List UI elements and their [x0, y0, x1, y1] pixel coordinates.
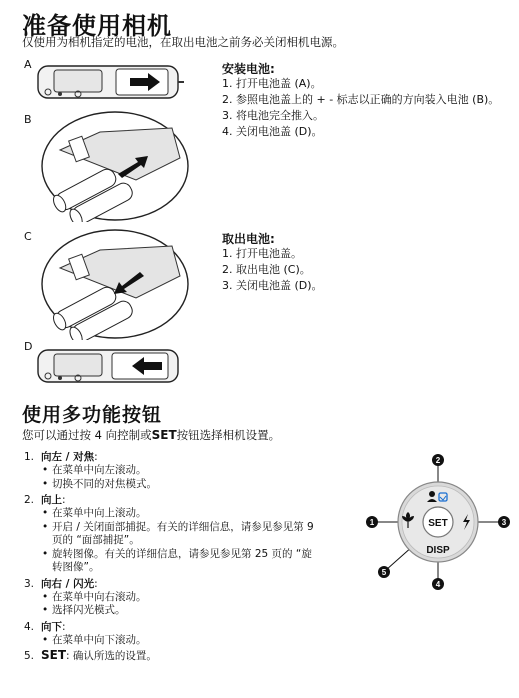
item-colon: : [62, 620, 66, 633]
list-item: • 在菜单中向右滚动。 [42, 591, 364, 605]
install-step: 4. 关闭电池盖 (D)。 [222, 125, 323, 138]
figure-a-camera-open-cover [36, 60, 186, 106]
intro-text-suffix: 按钮选择相机设置。 [176, 428, 281, 442]
list-item: • 在菜单中向左滚动。 [42, 464, 364, 478]
function-list [24, 449, 364, 664]
list-item: • 选择闪光模式。 [42, 604, 364, 618]
function-item-left-focus [24, 449, 364, 491]
figure-d-close-cover [36, 344, 186, 390]
callout-3: 3 [501, 518, 507, 527]
set-button[interactable]: SET [428, 518, 448, 529]
item-title: 向上 [41, 494, 62, 506]
item-number: 2. [24, 494, 35, 506]
item-title: 向左 / 对焦 [41, 451, 95, 463]
figure-label-a: A [24, 58, 32, 71]
callout-2: 2 [435, 456, 441, 465]
install-step: 1. 打开电池盖 (A)。 [222, 77, 322, 90]
list-item: • 旋转图像。有关的详细信息，请参见参见第 25 页的 “旋 [42, 548, 364, 562]
item-colon: : [94, 451, 98, 463]
item-number: 1. [24, 451, 35, 463]
install-step: 3. 将电池完全推入。 [222, 109, 324, 122]
figure-label-b: B [24, 113, 32, 126]
item-colon: : [94, 577, 98, 590]
remove-steps [222, 246, 323, 294]
item-number: 3. [24, 577, 35, 590]
callout-1: 1 [369, 518, 375, 527]
section-title-multifunction: 使用多功能按钮 [22, 404, 163, 426]
function-item-right-flash [24, 576, 364, 618]
item-title: 向右 / 闪光 [41, 577, 95, 590]
list-item: • 开启 / 关闭面部捕捉。有关的详细信息，请参见参见第 9 [42, 521, 364, 535]
install-title: 安装电池: [222, 62, 275, 76]
item-title: 向下 [41, 620, 62, 633]
item-number: 5. [24, 650, 35, 662]
remove-step: 2. 取出电池 (C)。 [222, 263, 311, 276]
remove-title: 取出电池: [222, 232, 275, 246]
item-colon: : [62, 494, 66, 506]
list-item: • 在菜单中向下滚动。 [42, 634, 364, 648]
figure-label-d: D [24, 340, 33, 353]
remove-step: 3. 关闭电池盖 (D)。 [222, 279, 323, 292]
install-step: 2. 参照电池盖上的 + - 标志以正确的方向装入电池 (B)。 [222, 93, 500, 106]
list-item-continuation: 页的 “面部捕捉”。 [52, 534, 140, 546]
callout-5: 5 [381, 568, 387, 577]
list-item-continuation: 转图像”。 [52, 561, 100, 573]
function-item-set [24, 648, 364, 663]
figure-b-insert-batteries [40, 110, 190, 222]
figure-c-remove-batteries [40, 228, 190, 340]
remove-step: 1. 打开电池盖。 [222, 247, 302, 260]
item-title: SET [41, 648, 67, 662]
intro-set-label: SET [151, 428, 177, 442]
figure-label-c: C [24, 230, 32, 243]
section-intro [22, 427, 280, 443]
callout-4: 4 [435, 580, 441, 589]
multifunction-dial [364, 452, 514, 592]
install-steps [222, 76, 499, 140]
page-title: 准备使用相机 [22, 12, 172, 40]
intro-text-prefix: 您可以通过按 4 向控制或 [22, 428, 152, 442]
list-item: • 在菜单中向上滚动。 [42, 507, 364, 521]
function-item-down [24, 619, 364, 648]
page-subtitle: 仅使用为相机指定的电池，在取出电池之前务必关闭相机电源。 [22, 35, 344, 49]
list-item: • 切换不同的对焦模式。 [42, 478, 364, 492]
disp-button[interactable]: DISP [426, 545, 450, 556]
item-number: 4. [24, 620, 35, 633]
item-colon: : 确认所选的设置。 [66, 650, 157, 662]
function-item-up [24, 492, 364, 575]
